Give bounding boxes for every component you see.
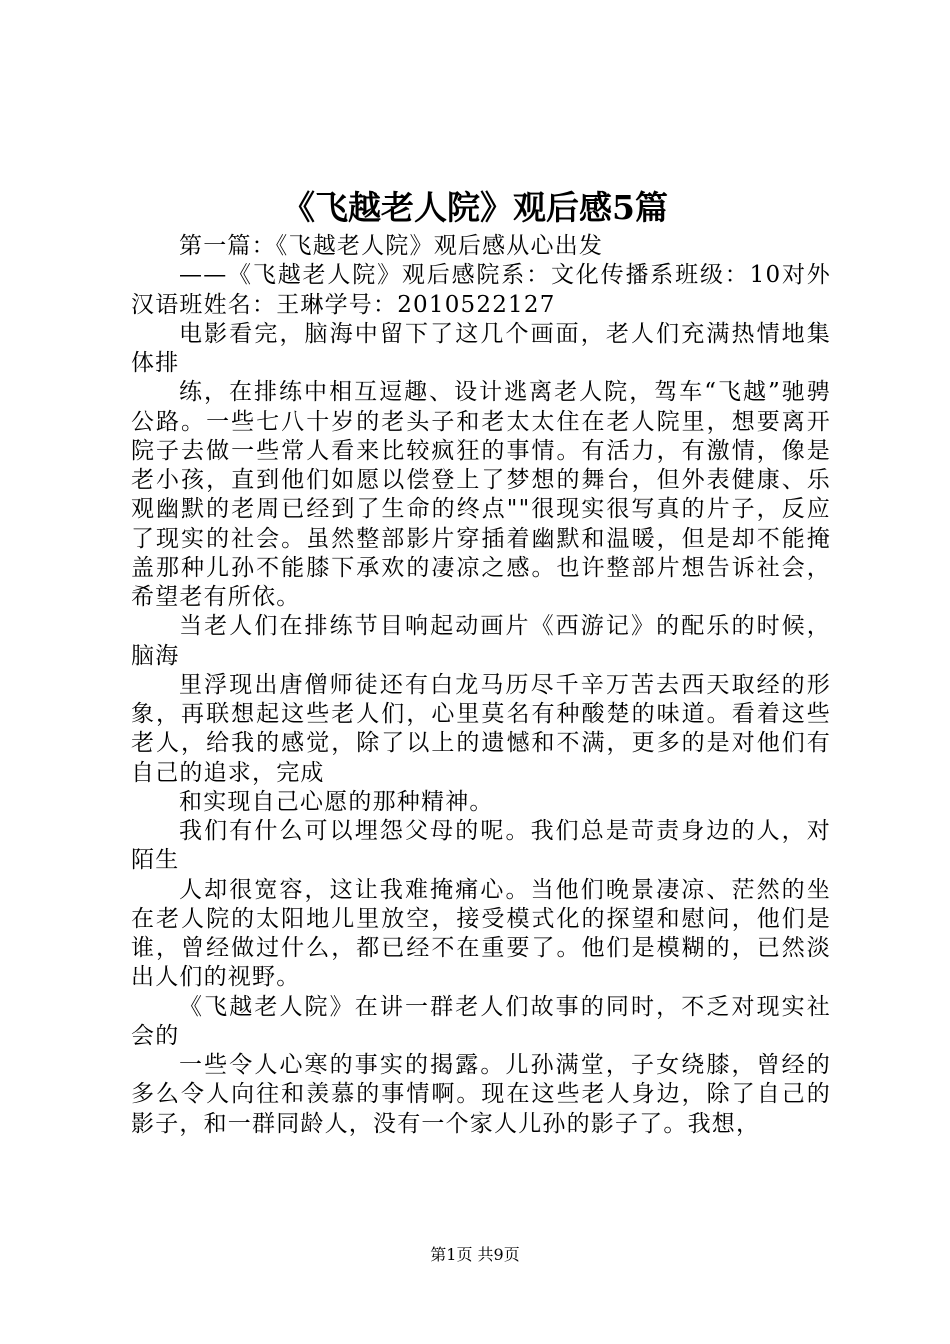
paragraph: 当老人们在排练节目响起动画片《西游记》的配乐的时候，脑海 (131, 613, 831, 669)
paragraph: 《飞越老人院》在讲一群老人们故事的同时，不乏对现实社会的 (131, 993, 831, 1049)
paragraph: 电影看完，脑海中留下了这几个画面，老人们充满热情地集体排 (131, 320, 831, 376)
document-body (131, 232, 831, 1139)
paragraph: ——《飞越老人院》观后感院系：文化传播系班级：10对外汉语班姓名：王琳学号：2010522127 (131, 262, 831, 318)
paragraph: 里浮现出唐僧师徒还有白龙马历尽千辛万苦去西天取经的形象，再联想起这些老人们，心里莫名有种酸楚的味道。看着这些老人，给我的感觉，除了以上的遗憾和不满，更多的是对他们有自己的追求，完成 (131, 671, 831, 786)
paragraph: 练，在排练中相互逗趣、设计逃离老人院，驾车“飞越”驰骋公路。一些七八十岁的老头子和老太太住在老人院里，想要离开院子去做一些常人看来比较疯狂的事情。有活力，有激情，像是老小孩，直到他们如愿以偿登上了梦想的舞台，但外表健康、乐观幽默的老周已经到了生命的终点""很现实很写真的片子，反应了现实的社会。虽然整部影片穿插着幽默和温暖，但是却不能掩盖那种儿孙不能膝下承欢的凄凉之感。也许整部片想告诉社会，希望老有所依。 (131, 379, 831, 610)
document-title: 《飞越老人院》观后感5篇 (282, 188, 668, 227)
paragraph: 一些令人心寒的事实的揭露。儿孙满堂，子女绕膝，曾经的多么令人向往和羡慕的事情啊。现在这些老人身边，除了自己的影子，和一群同龄人，没有一个家人儿孙的影子了。我想， (131, 1052, 831, 1137)
paragraph: 第一篇：《飞越老人院》观后感从心出发 (179, 233, 604, 259)
paragraph: 我们有什么可以埋怨父母的呢。我们总是苛责身边的人，对陌生 (131, 818, 831, 874)
paragraph: 和实现自己心愿的那种精神。 (179, 788, 494, 815)
page-footer: 第1页 共9页 (430, 1245, 520, 1264)
paragraph: 人却很宽容，这让我难掩痛心。当他们晚景凄凉、茫然的坐在老人院的太阳地儿里放空，接受模式化的探望和慰问，他们是谁，曾经做过什么，都已经不在重要了。他们是模糊的，已然淡出人们的视野。 (131, 876, 831, 991)
